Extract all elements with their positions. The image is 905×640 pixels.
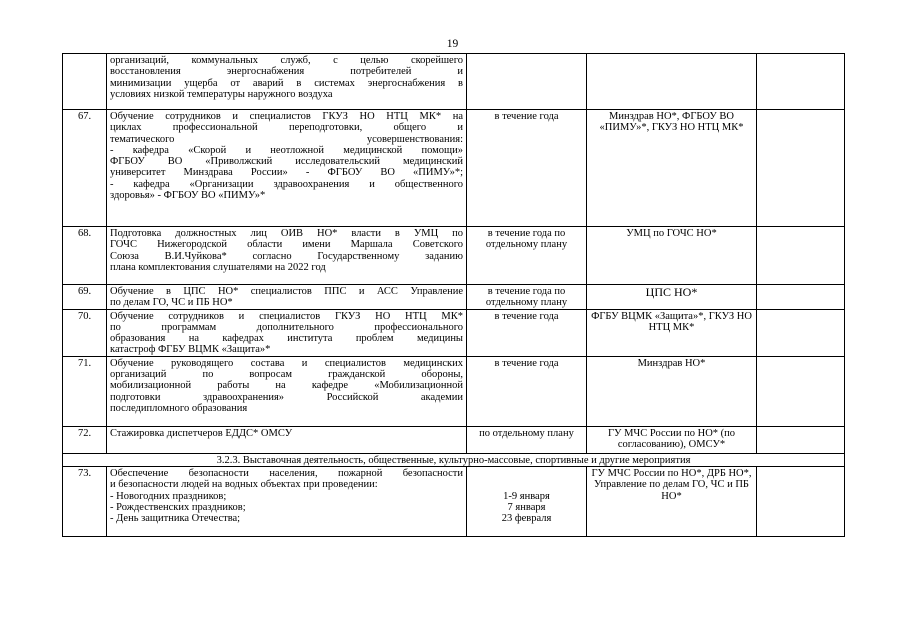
row-number — [63, 54, 107, 110]
table-row — [63, 467, 845, 537]
description-line: Стажировка диспетчеров ЕДДС* ОМСУ — [110, 427, 293, 439]
row-responsible: Минздрав НО*, ФГБОУ ВО «ПИМУ»*, ГКУЗ НО НТЦ МК* — [587, 110, 757, 227]
table-row — [63, 54, 845, 110]
description-line: - День защитника Отечества; — [110, 513, 241, 525]
row-description — [107, 426, 467, 453]
row-number: 69. — [63, 285, 107, 310]
row-number: 72. — [63, 426, 107, 453]
description-line: Обучение в ЦПС НО* специалистов ППС и АСС Управление — [110, 286, 463, 297]
row-responsible: УМЦ по ГОЧС НО* — [587, 227, 757, 285]
row-responsible: ЦПС НО* — [587, 285, 757, 310]
row-term — [467, 54, 587, 110]
description-line: здоровья» - ФГБОУ ВО «ПИМУ»* — [110, 190, 266, 202]
row-note — [757, 54, 845, 110]
plan-table-body — [63, 54, 845, 537]
description-line: - кафедра «Организации здравоохранения и общественного — [110, 178, 463, 190]
description-line: восстановления энергоснабжения потребителей и — [110, 66, 463, 78]
description-line: мобилизационной работы на кафедре «Мобилизационной — [110, 380, 463, 392]
row-description — [107, 54, 467, 110]
description-line: подготовки здравоохранения» Российской академии — [110, 391, 463, 403]
description-line: Обеспечение безопасности населения, пожарной безопасности — [110, 468, 463, 480]
row-description — [107, 356, 467, 426]
row-term: в течение года по отдельному плану — [467, 285, 587, 310]
row-term — [467, 467, 587, 537]
page-number: 19 — [446, 38, 459, 50]
row-note — [757, 110, 845, 227]
row-term: в течение года по отдельному плану — [467, 227, 587, 285]
event-date: 1-9 января — [503, 490, 550, 502]
row-description — [107, 110, 467, 227]
description-line: организаций, коммунальных служб, с целью скорейшего — [110, 55, 463, 66]
description-line: по делам ГО, ЧС и ПБ НО* — [110, 297, 233, 309]
description-line: тематического усовершенствования: — [110, 133, 463, 145]
description-line: Подготовка должностных лиц ОИВ НО* власти в УМЦ по — [110, 228, 463, 239]
row-number: 73. — [63, 467, 107, 537]
row-note — [757, 309, 845, 356]
row-responsible: ГУ МЧС России по НО*, ДРБ НО*, Управление по делам ГО, ЧС и ПБ НО* — [587, 467, 757, 537]
row-note — [757, 426, 845, 453]
table-row — [63, 309, 845, 356]
row-note — [757, 467, 845, 537]
description-line: Обучение сотрудников и специалистов ГКУЗ НО НТЦ МК* — [110, 310, 463, 322]
table-row — [63, 285, 845, 310]
description-line: - кафедра «Скорой и неотложной медицинской помощи» — [110, 144, 463, 156]
description-line: - Рождественских праздников; — [110, 501, 246, 513]
table-row — [63, 426, 845, 453]
table-row — [63, 227, 845, 285]
row-note — [757, 285, 845, 310]
description-line: университет Минздрава России» - ФГБОУ ВО «ПИМУ»*; — [110, 167, 463, 179]
table-row — [63, 356, 845, 426]
row-description — [107, 227, 467, 285]
row-note — [757, 356, 845, 426]
description-line: и безопасности людей на водных объектах при проведении: — [110, 479, 378, 491]
row-responsible: ГУ МЧС России по НО* (по согласованию), ОМСУ* — [587, 426, 757, 453]
description-line: ГОЧС Нижегородской области имени Маршала Советского — [110, 239, 463, 251]
description-line: циклах профессиональной переподготовки, общего и — [110, 122, 463, 134]
table-row — [63, 110, 845, 227]
description-line: организаций по вопросам гражданской обороны, — [110, 369, 463, 381]
description-line: Обучение сотрудников и специалистов ГКУЗ НО НТЦ МК* на — [110, 111, 463, 122]
row-term: в течение года — [467, 110, 587, 227]
description-line: катастроф ФГБУ ВЦМК «Защита»* — [110, 344, 271, 356]
description-line: условиях низкой температуры наружного воздуха — [110, 88, 333, 100]
description-line: образования на кафедрах института проблем медицины — [110, 333, 463, 345]
section-row — [63, 453, 845, 466]
description-line: минимизации ущерба от аварий в системах энергоснабжения в — [110, 77, 463, 89]
row-description — [107, 309, 467, 356]
row-term: в течение года — [467, 356, 587, 426]
description-line: последипломного образования — [110, 402, 248, 414]
row-term: в течение года — [467, 309, 587, 356]
section-heading: 3.2.3. Выставочная деятельность, общественные, культурно-массовые, спортивные и другие мероприятия — [63, 453, 845, 466]
row-note — [757, 227, 845, 285]
description-line: - Новогодних праздников; — [110, 490, 227, 502]
description-line: по программам дополнительного профессионального — [110, 321, 463, 333]
row-number: 70. — [63, 309, 107, 356]
description-line: Обучение руководящего состава и специалистов медицинских — [110, 357, 463, 369]
description-line: ФГБОУ ВО «Приволжский исследовательский медицинский — [110, 156, 463, 168]
row-responsible — [587, 54, 757, 110]
row-number: 68. — [63, 227, 107, 285]
row-number: 67. — [63, 110, 107, 227]
row-description — [107, 285, 467, 310]
row-description — [107, 467, 467, 537]
row-number: 71. — [63, 356, 107, 426]
plan-table — [62, 53, 845, 537]
description-line: Союза В.И.Чуйкова* согласно Государственному заданию — [110, 250, 463, 262]
row-responsible: Минздрав НО* — [587, 356, 757, 426]
description-line: плана комплектования слушателями на 2022 год — [110, 261, 326, 273]
row-responsible: ФГБУ ВЦМК «Защита»*, ГКУЗ НО НТЦ МК* — [587, 309, 757, 356]
row-term: по отдельному плану — [467, 426, 587, 453]
event-date: 7 января — [507, 501, 546, 513]
event-date: 23 февраля — [501, 513, 552, 525]
